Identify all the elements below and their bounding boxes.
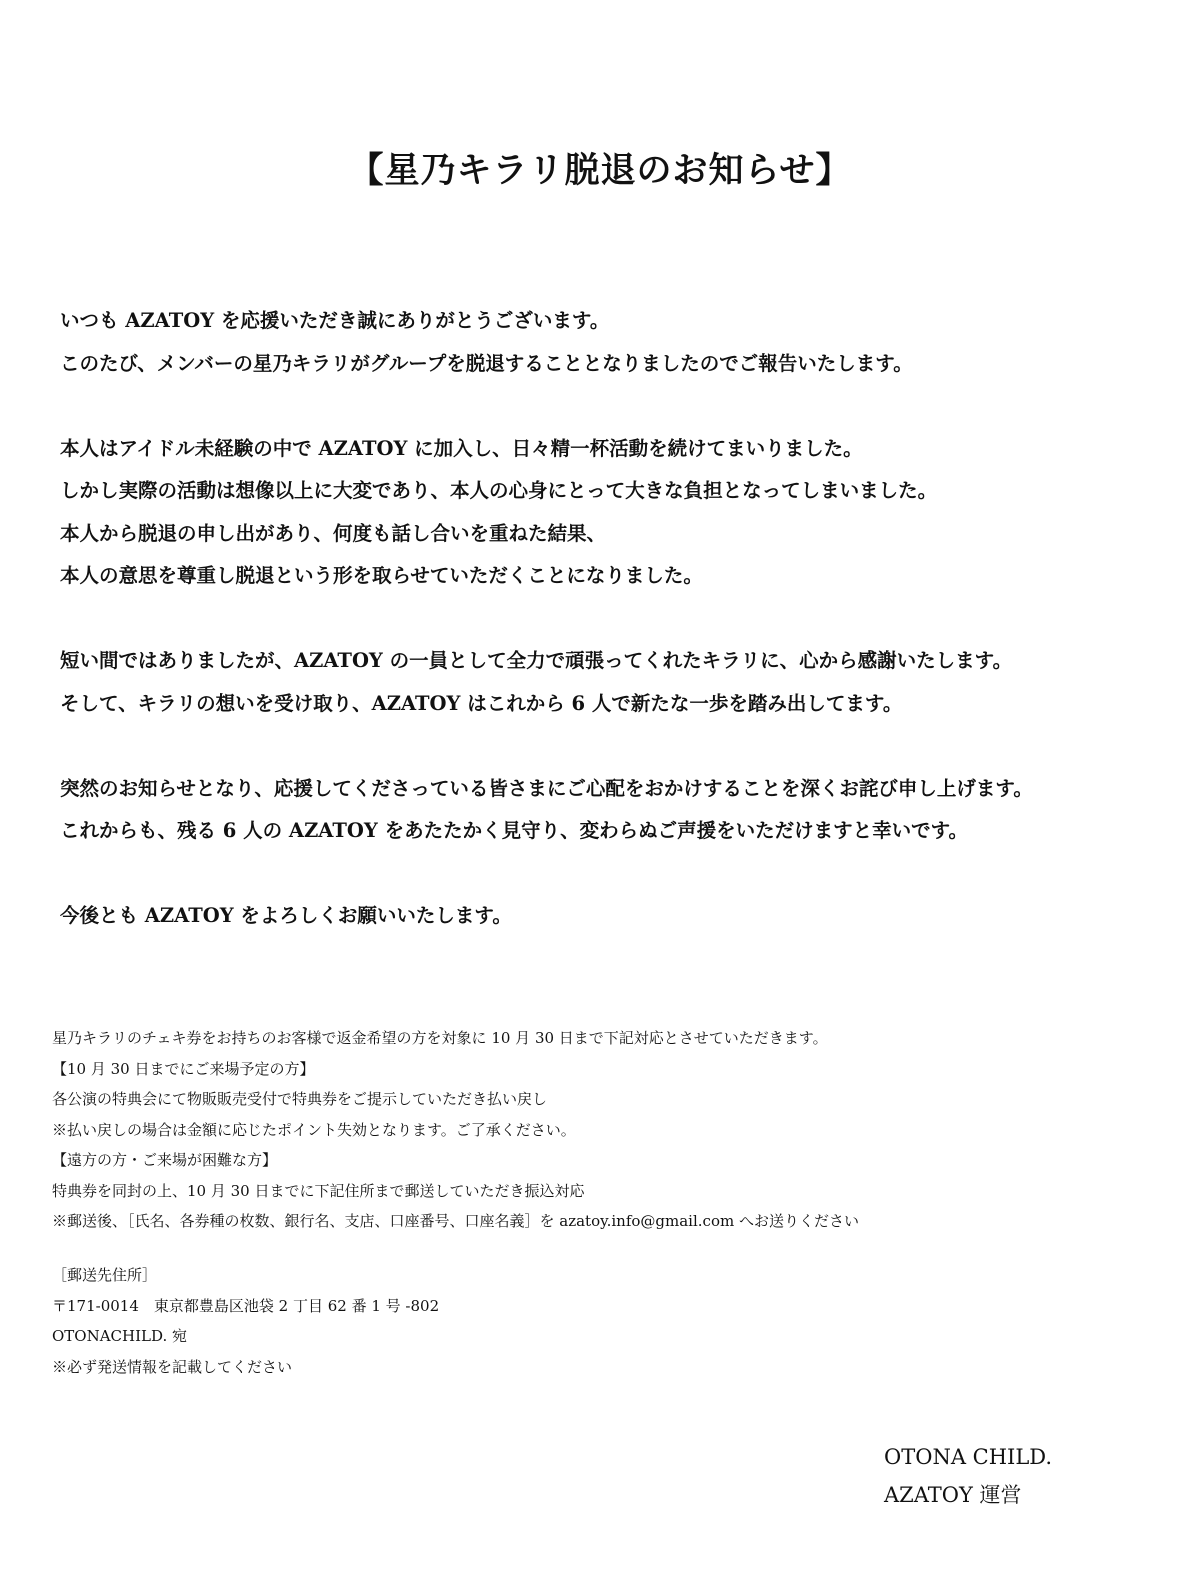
address-note: ※必ず発送情報を記載してください [52, 1357, 293, 1376]
address-line: 〒171-0014 東京都豊島区池袋 2 丁目 62 番 1 号 -802 [52, 1296, 440, 1315]
body-line: 突然のお知らせとなり、応援してくださっている皆さまにご心配をおかけすることを深くお詫び申し上げます。 [60, 776, 1033, 800]
address-heading: ［郵送先住所］ [52, 1266, 158, 1284]
body-line: そして、キラリの想いを受け取り、AZATOY はこれから 6 人で新たな一歩を踏み出してます。 [60, 691, 903, 715]
body-line: しかし実際の活動は想像以上に大変であり、本人の心身にとって大きな負担となってしまいました。 [60, 479, 938, 502]
paragraph-gap [60, 853, 1160, 896]
body-line: 短い間ではありましたが、AZATOY の一員として全力で頑張ってくれたキラリに、心から感謝いたします。 [60, 649, 1013, 672]
refund-heading: 【10 月 30 日までにご来場予定の方】 [52, 1059, 315, 1078]
refund-line: 各公演の特典会にて物販販売受付で特典券をご提示していただき払い戻し [52, 1090, 548, 1108]
refund-line: 特典券を同封の上、10 月 30 日までに下記住所まで郵送していただき振込対応 [52, 1181, 585, 1200]
refund-note: ※払い戻しの場合は金額に応じたポイント失効となります。ご了承ください。 [52, 1120, 576, 1139]
paragraph-gap [60, 598, 1160, 641]
body-line: 本人はアイドル未経験の中で AZATOY に加入し、日々精一杯活動を続けてまいりました。 [60, 436, 863, 460]
paragraph-gap [60, 725, 1160, 768]
signature-company: OTONA CHILD. [884, 1445, 1053, 1469]
body-line: 今後とも AZATOY をよろしくお願いいたします。 [60, 904, 512, 927]
address-recipient: OTONACHILD. 宛 [52, 1327, 188, 1345]
refund-line: 星乃キラリのチェキ券をお持ちのお客様で返金希望の方を対象に 10 月 30 日まで下記対応とさせていただきます。 [52, 1029, 828, 1047]
signature-team: AZATOY 運営 [884, 1483, 1022, 1507]
page-title: 【星乃キラリ脱退のお知らせ】 [348, 150, 852, 191]
body-line: このたび、メンバーの星乃キラリがグループを脱退することとなりましたのでご報告いたします。 [60, 351, 913, 375]
body-line: 本人の意思を尊重し脱退という形を取らせていただくことになりました。 [60, 564, 703, 587]
refund-notice [52, 1023, 1152, 1237]
body-line: いつも AZATOY を応援いただき誠にありがとうございます。 [60, 309, 610, 332]
body-line: これからも、残る 6 人の AZATOY をあたたかく見守り、変わらぬご声援をいただけますと幸いです。 [60, 819, 969, 842]
announcement-body [60, 300, 1160, 938]
mailing-address [52, 1260, 852, 1382]
body-line: 本人から脱退の申し出があり、何度も話し合いを重ねた結果、 [60, 521, 607, 545]
signature [884, 1438, 1184, 1514]
paragraph-gap [60, 385, 1160, 428]
refund-heading: 【遠方の方・ご来場が困難な方】 [52, 1151, 278, 1169]
refund-note: ※郵送後、［氏名、各券種の枚数、銀行名、支店、口座番号、口座名義］を azatoy.info@gmail.com へお送りください [52, 1212, 859, 1230]
